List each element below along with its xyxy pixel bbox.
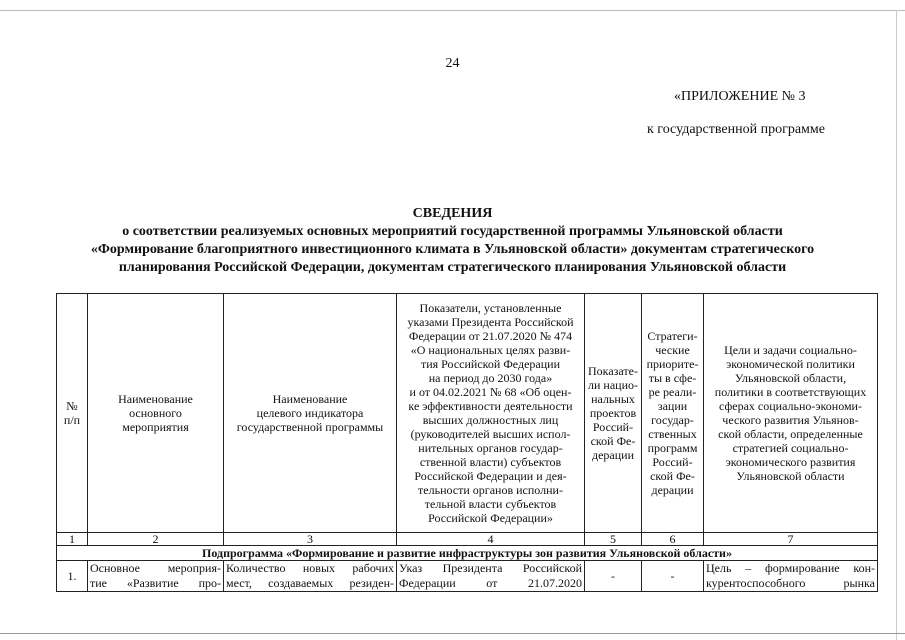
appendix-label: «ПРИЛОЖЕНИЕ № 3 xyxy=(674,89,806,104)
header-cell: Наименование целевого индикатора государственной программы xyxy=(224,294,397,533)
row-number: 1. xyxy=(57,561,88,592)
compliance-table xyxy=(56,293,878,592)
header-cell: Стратеги- ческие приорите- ты в сфе- ре реали- зации государ- ственных программ Россий- ской Фе- дерации xyxy=(642,294,704,533)
column-number: 5 xyxy=(585,533,642,546)
decree-indicator-cell xyxy=(397,561,585,592)
strategic-priority-cell: - xyxy=(642,561,704,592)
page-top-border xyxy=(0,10,905,11)
decree-indicator-line: Федерации от 21.07.2020 xyxy=(399,576,582,590)
column-number: 7 xyxy=(704,533,878,546)
regional-goal-cell xyxy=(704,561,878,592)
column-number: 1 xyxy=(57,533,88,546)
header-cell: Показате- ли нацио- нальных проектов Россий- ской Фе- дерации xyxy=(585,294,642,533)
activity-name-line: тие «Развитие про- xyxy=(90,576,221,590)
column-number: 3 xyxy=(224,533,397,546)
subprogram-title: Подпрограмма «Формирование и развитие инфраструктуры зон развития Ульяновской области» xyxy=(57,546,878,561)
page-right-border xyxy=(896,10,897,640)
table-header-row xyxy=(57,294,878,533)
indicator-name-line: Количество новых рабочих xyxy=(226,561,394,575)
page-bottom-border xyxy=(0,633,905,634)
document-title xyxy=(0,205,905,277)
title-line-2: о соответствии реализуемых основных мероприятий государственной программы Ульяновской области xyxy=(122,224,783,239)
column-number-row xyxy=(57,533,878,546)
appendix-subtitle: к государственной программе xyxy=(647,122,825,137)
title-line-1: СВЕДЕНИЯ xyxy=(412,206,493,221)
regional-goal-line: Цель – формирование кон- xyxy=(706,561,875,575)
activity-name-cell xyxy=(88,561,224,592)
column-number: 2 xyxy=(88,533,224,546)
subprogram-row xyxy=(57,546,878,561)
column-number: 4 xyxy=(397,533,585,546)
column-number: 6 xyxy=(642,533,704,546)
table-row xyxy=(57,561,878,592)
title-line-4: планирования Российской Федерации, документам стратегического планирования Ульяновской области xyxy=(118,260,787,275)
national-project-cell: - xyxy=(585,561,642,592)
header-cell: Цели и задачи социально- экономической политики Ульяновской области, политики в соответствующих сферах социально-экономи- ческого развития Ульянов- ской области, определенные стратегией социально- экономического развития Ульяновской области xyxy=(704,294,878,533)
header-cell: Показатели, установленные указами Президента Российской Федерации от 21.07.2020 № 474 «О национальных целях разви- тия Российской Федерации на период до 2030 года» и от 04.02.2021 № 68 «Об оцен- ке эффективности деятельности высших должностных лиц (руководителей высших испол- нительных органов государ- ственной власти) субъектов Российской Федерации и дея- тельности органов исполни- тельной власти субъектов Российской Федерации» xyxy=(397,294,585,533)
regional-goal-line: курентоспособного рынка xyxy=(706,576,875,590)
page-number: 24 xyxy=(445,56,460,71)
title-line-3: «Формирование благоприятного инвестиционного климата в Ульяновской области» документам стратегического xyxy=(90,242,815,257)
activity-name-line: Основное мероприя- xyxy=(90,561,221,575)
indicator-name-cell xyxy=(224,561,397,592)
indicator-name-line: мест, создаваемых резиден- xyxy=(226,576,394,590)
header-cell: Наименование основного мероприятия xyxy=(88,294,224,533)
header-cell: № п/п xyxy=(57,294,88,533)
decree-indicator-line: Указ Президента Российской xyxy=(399,561,582,575)
